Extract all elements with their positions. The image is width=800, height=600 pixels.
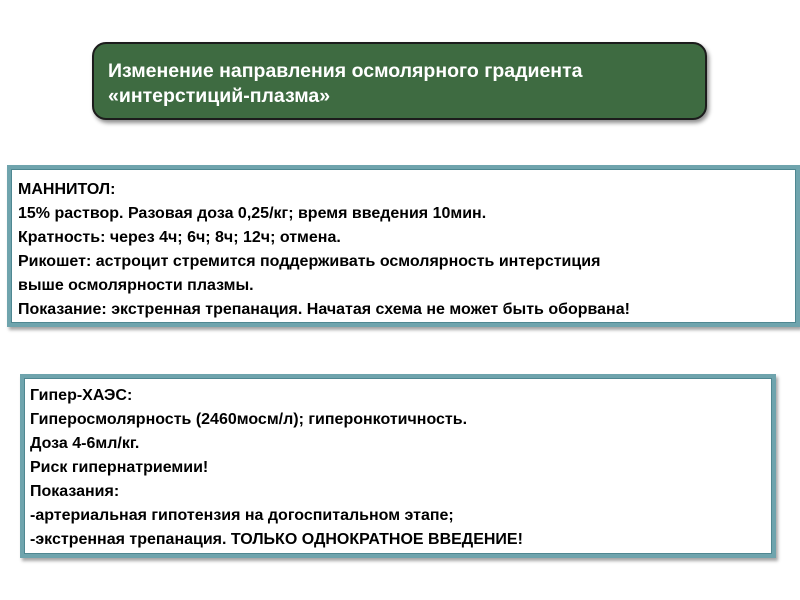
hyper-haes-risk-line: Риск гипернатриемии! <box>30 459 209 476</box>
title-line-1: Изменение направления осмолярного градиента <box>108 60 583 82</box>
mannitol-heading: МАННИТОЛ: <box>18 181 116 198</box>
hyper-haes-indications-heading: Показания: <box>30 483 120 500</box>
mannitol-rebound-line: Рикошет: астроцит стремится поддерживать осмолярность интерстиция <box>18 253 601 270</box>
hyper-haes-indication-2: -экстренная трепанация. ТОЛЬКО ОДНОКРАТНОЕ ВВЕДЕНИЕ! <box>30 531 523 548</box>
title-line-2: «интерстиций-плазма» <box>108 85 331 107</box>
mannitol-frequency-line: Кратность: через 4ч; 6ч; 8ч; 12ч; отмена. <box>18 229 341 246</box>
hyper-haes-dose-line: Доза 4-6мл/кг. <box>30 435 140 452</box>
hyper-haes-heading: Гипер-ХАЭС: <box>30 387 133 404</box>
mannitol-box <box>7 165 800 327</box>
title-banner <box>92 42 707 120</box>
hyper-haes-box <box>20 374 776 558</box>
mannitol-indication-line: Показание: экстренная трепанация. Начатая схема не может быть оборвана! <box>18 301 630 318</box>
hyper-haes-osmolarity-line: Гиперосмолярность (2460мосм/л); гиперонкотичность. <box>30 411 468 428</box>
hyper-haes-indication-1: -артериальная гипотензия на догоспитальном этапе; <box>30 507 454 524</box>
mannitol-rebound-line-cont: выше осмолярности плазмы. <box>18 277 254 294</box>
mannitol-dose-line: 15% раствор. Разовая доза 0,25/кг; время введения 10мин. <box>18 205 487 222</box>
